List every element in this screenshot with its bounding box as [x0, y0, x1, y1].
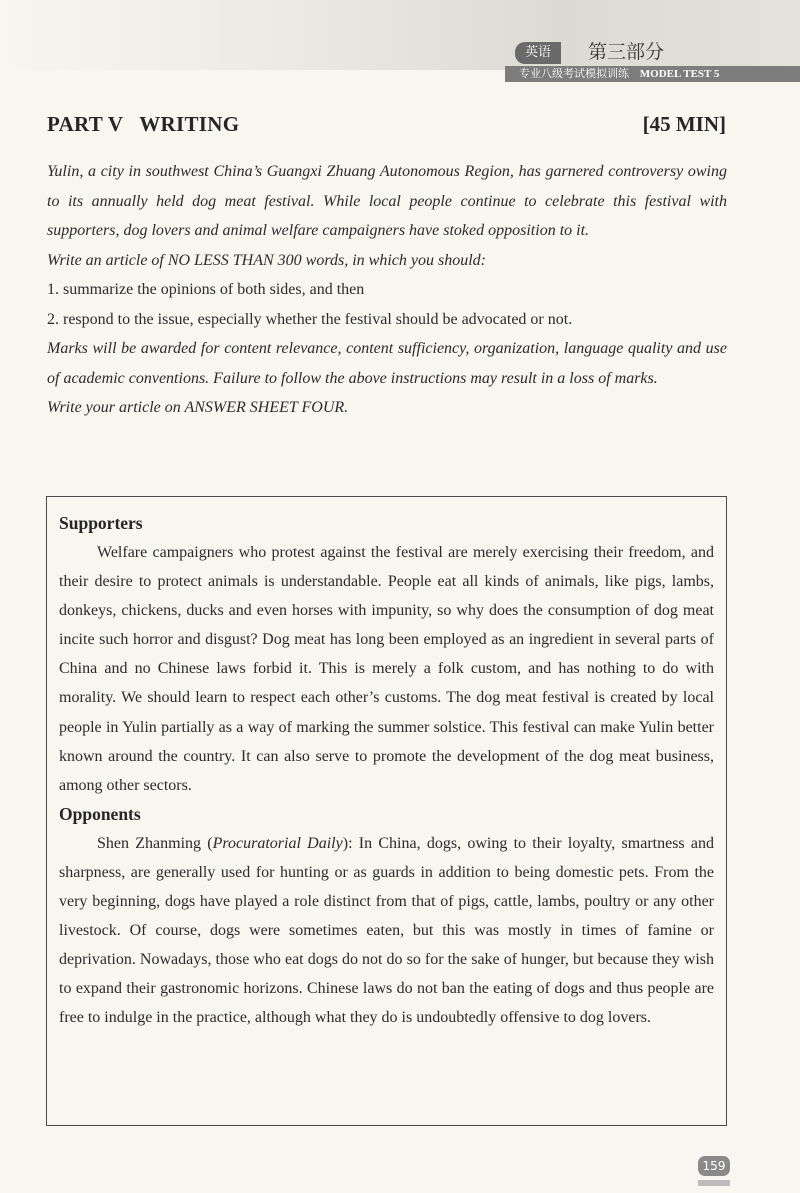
opponents-author-close: ):: [342, 834, 359, 852]
page-number: 159: [698, 1156, 730, 1176]
section-title: [47, 112, 239, 137]
writing-prompt: [47, 157, 727, 423]
header-subtitle-bar: [505, 66, 800, 82]
part-label: 第三部分: [588, 41, 665, 63]
section-title-text: PART V WRITING: [47, 112, 240, 136]
supporters-text: Welfare campaigners who protest against the festival are merely exercising their freedom, and their desire to protect animals is understandable. People eat all kinds of animals, like pigs, lambs, donkeys, chickens, ducks and even horses with impunity, so why does the consumption of dog meat incite such horror and disgust? Dog meat has long been employed as an ingredient in several parts of China and no Chinese laws forbid it. This is merely a folk custom, and has nothing to do with morality. We should learn to respect each other’s customs. The dog meat festival is created by local people in Yulin partially as a way of marking the summer solstice. This festival can make Yulin better known around the country. It can also serve to promote the development of the dog meat business, among other sectors.: [59, 544, 714, 794]
material-box: [46, 496, 727, 1126]
subtitle-cn: 专业八级考试模拟训练: [519, 67, 629, 80]
header-band: [0, 0, 800, 70]
opponents-paragraph: [59, 829, 714, 1033]
section-time: [45 MIN]: [642, 112, 726, 136]
opponents-author: Shen Zhanming (: [97, 834, 213, 852]
opponents-source: Procuratorial Daily: [212, 834, 343, 852]
supporters-heading: Supporters: [59, 513, 143, 533]
prompt-answer-sheet: Write your article on ANSWER SHEET FOUR.: [47, 399, 349, 416]
subtitle-en: MODEL TEST 5: [639, 68, 720, 80]
page-footer-bar: [698, 1180, 730, 1186]
prompt-point-2: 2. respond to the issue, especially whether the festival should be advocated or not.: [47, 310, 573, 328]
opponents-heading: Opponents: [59, 803, 141, 824]
prompt-instruction: Write an article of NO LESS THAN 300 words, in which you should:: [47, 251, 486, 269]
prompt-marks: Marks will be awarded for content relevance, content sufficiency, organization, language quality and use of academic conventions. Failure to follow the above instructions may result in a loss of marks.: [47, 340, 727, 387]
prompt-point-1: 1. summarize the opinions of both sides, and then: [47, 281, 365, 298]
prompt-intro: Yulin, a city in southwest China’s Guangxi Zhuang Autonomous Region, has garnered controversy owing to its annually held dog meat festival. While local people continue to celebrate this festival with supporters, dog lovers and animal welfare campaigners have stoked opposition to it.: [47, 163, 727, 239]
subject-tag: 英语: [515, 42, 561, 64]
opponents-text: In China, dogs, owing to their loyalty, smartness and sharpness, are generally used for hunting or as guards in addition to being domestic pets. From the very beginning, dogs have played a role distinct from that of pigs, cattle, lambs, poultry or any other livestock. Of course, dogs were sometimes eaten, but this was mostly in times of famine or deprivation. Nowadays, those who eat dogs do not do so for the sake of hunger, but because they wish to expand their gastronomic horizons. Chinese laws do not ban the eating of dogs and thus people are free to indulge in the practice, although what they do is undoubtedly offensive to dog lovers.: [59, 834, 715, 1027]
